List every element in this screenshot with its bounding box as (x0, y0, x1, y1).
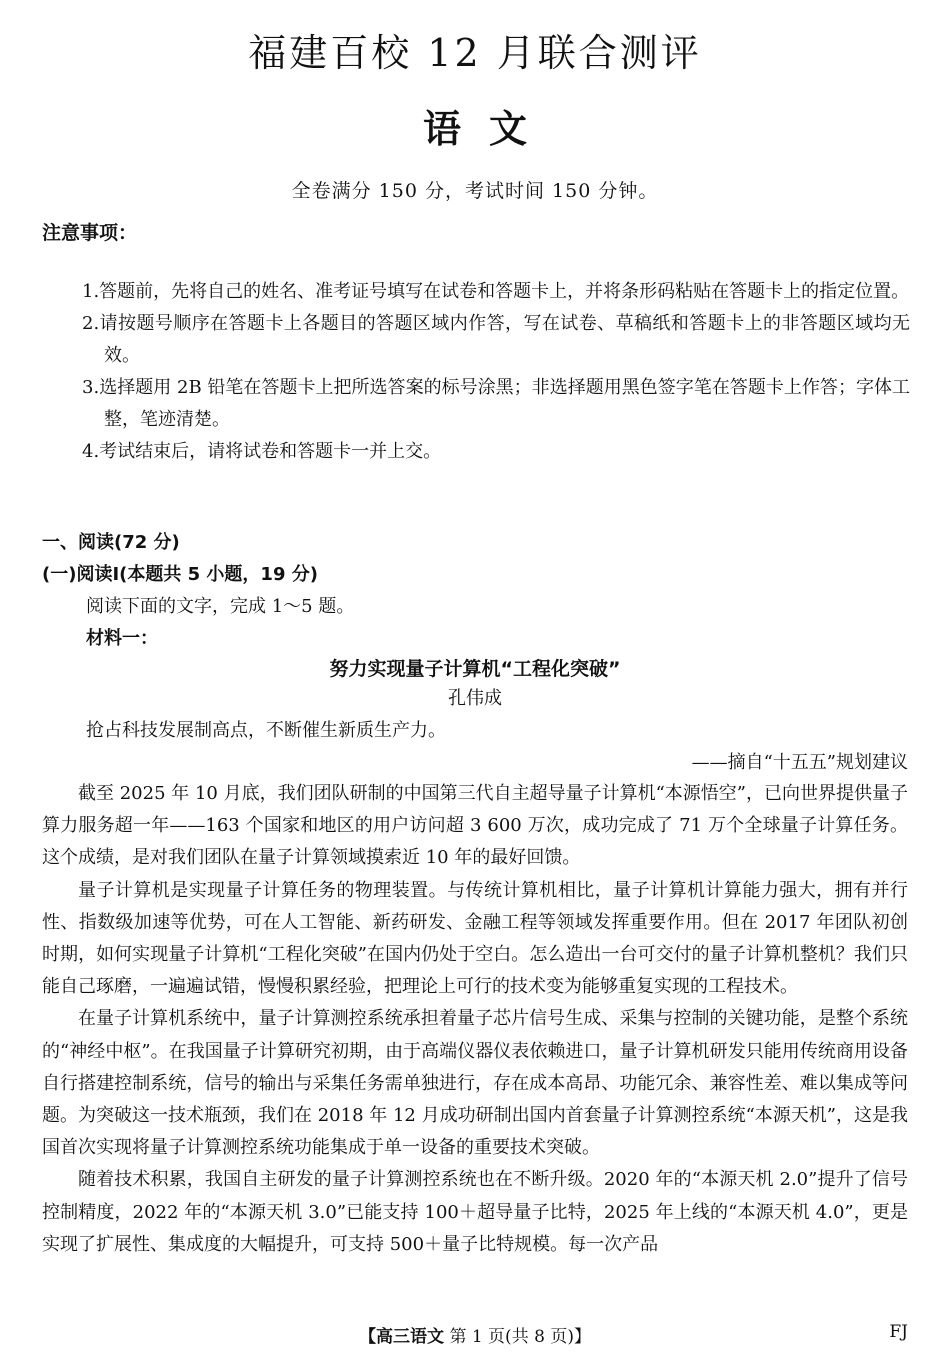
article-author: 孔伟成 (448, 688, 502, 709)
region-code: FJ (889, 1322, 908, 1342)
material-label: 材料一： (86, 628, 158, 649)
footer-label: 【高三语文 (359, 1327, 445, 1347)
section-part-heading: 一、阅读(72 分) (42, 532, 180, 553)
article-paragraph-4: 随着技术积累，我国自主研发的量子计算测控系统也在不断升级。2020 年的“本源天机 2.0”提升了信号控制精度，2022 年的“本源天机 3.0”已能支持 100＋超导量子比特，2025 年上线的“本源天机 4.0”，更是实现了扩展性、集成度的大幅提升，可支持 500＋量子比特规模。每一次产品 (42, 1169, 908, 1255)
article-title: 努力实现量子计算机“工程化突破” (329, 658, 621, 680)
notes-list (82, 276, 910, 468)
note-item-1: 1.答题前，先将自己的姓名、准考证号填写在试卷和答题卡上，并将条形码粘贴在答题卡上的指定位置。 (82, 281, 910, 302)
subject-title: 语文 (422, 107, 555, 151)
exam-title: 福建百校 12 月联合测评 (248, 31, 702, 75)
section-instruction: 阅读下面的文字，完成 1～5 题。 (86, 596, 355, 617)
article-paragraph-1: 截至 2025 年 10 月底，我们团队研制的中国第三代自主超导量子计算机“本源悟空”，已向世界提供量子算力服务超一年——163 个国家和地区的用户访问超 3 600 万次，成功完成了 71 万个全球量子计算任务。这个成绩，是对我们团队在量子计算领域摸索近 10 年的最好回馈。 (42, 783, 908, 869)
exam-info: 全卷满分 150 分，考试时间 150 分钟。 (291, 180, 659, 202)
notes-heading: 注意事项： (42, 222, 138, 244)
note-item-2: 2.请按题号顺序在答题卡上各题目的答题区域内作答，写在试卷、草稿纸和答题卡上的非答题区域均无效。 (82, 313, 910, 366)
article-paragraph-2: 量子计算机是实现量子计算任务的物理装置。与传统计算机相比，量子计算机计算能力强大，拥有并行性、指数级加速等优势，可在人工智能、新药研发、金融工程等领域发挥重要作用。但在 2017 年团队初创时期，如何实现量子计算机“工程化突破”在国内仍处于空白。怎么造出一台可交付的量子计算机整机？我们只能自己琢磨，一遍遍试错，慢慢积累经验，把理论上可行的技术变为能够重复实现的工程技术。 (42, 879, 908, 998)
footer-page-number: 第 1 页(共 8 页)】 (449, 1327, 591, 1347)
article-epigraph: 抢占科技发展制高点，不断催生新质生产力。 (86, 720, 446, 741)
article-paragraph-3: 在量子计算机系统中，量子计算测控系统承担着量子芯片信号生成、采集与控制的关键功能，是整个系统的“神经中枢”。在我国量子计算研究初期，由于高端仪器仪表依赖进口，量子计算机研发只能用传统商用设备自行搭建控制系统，信号的输出与采集任务需单独进行，存在成本高昂、功能冗余、兼容性差、难以集成等问题。为突破这一技术瓶颈，我们在 2018 年 12 月成功研制出国内首套量子计算测控系统“本源天机”，这是我国首次实现将量子计算测控系统功能集成于单一设备的重要技术突破。 (42, 1008, 908, 1159)
note-item-4: 4.考试结束后，请将试卷和答题卡一并上交。 (82, 441, 442, 462)
page-footer (0, 1322, 950, 1347)
epigraph-source: ——摘自“十五五”规划建议 (691, 752, 908, 773)
note-item-3: 3.选择题用 2B 铅笔在答题卡上把所选答案的标号涂黑；非选择题用黑色签字笔在答题卡上作答；字体工整，笔迹清楚。 (82, 377, 910, 430)
article-body (42, 778, 908, 1261)
section-sub-heading: (一)阅读Ⅰ(本题共 5 小题，19 分) (42, 564, 318, 585)
